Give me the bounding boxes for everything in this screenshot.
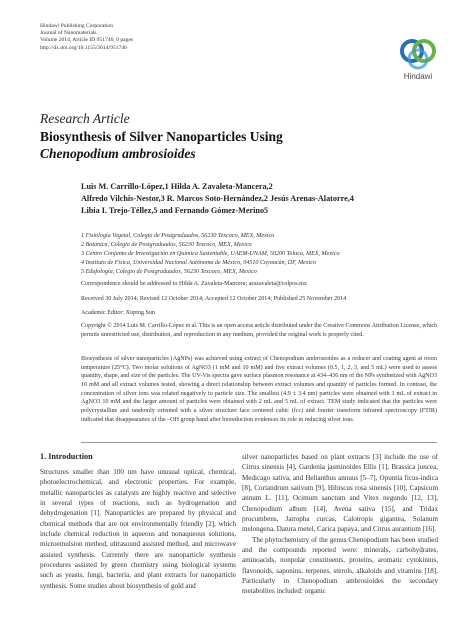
author-list [81,181,421,218]
article-title [40,128,283,162]
journal-line: Journal of Nanomaterials [40,30,97,37]
section-heading-introduction: 1. Introduction [40,452,93,461]
hindawi-logo-icon [398,37,438,71]
copyright-notice: Copyright © 2014 Luis M. Carrillo-López et al. This is an open access article distributed under the Creative Commons Attribution License, which permits unrestricted use, distribution, and reproduction in any medium, provided the original work is properly cited. [81,323,438,338]
author-line-3: Libia I. Trejo-Téllez,5 and Fernando Gómez-Merino5 [81,206,269,216]
publication-dates: Received 30 July 2014; Revised 12 October 2014; Accepted 12 October 2014; Published 25 November 2014 [81,296,347,302]
logo-wordmark: Hindawi [403,72,433,81]
affiliation-item: 1 Fisiología Vegetal, Colegio de Postgraduados, 56230 Texcoco, MEX, Mexico [81,233,275,239]
abstract-text: Biosynthesis of silver nanoparticles (AgNPs) was achieved using extract of Chenopodium ambrosioides as a reducer and coating agent at room temperature (25°C). Two molar solutions of AgNO3 (1 mM and 10 mM) and five extract volumes (0.5, 1, 2, 3, and 5 mL) were used to assess quantity, shape, and size of the particles. The UV-Vis spectra gave surface plasmon resonance at 434–436 nm of the NPs synthetized with AgNO3 10 mM and all extract volumes tested, showing a direct relationship between extract volumes and quantity of particles formed. In contrast, the concentration of silver ions was related negatively to particle size. The smallest (4.9 ± 3.4 nm) particles were obtained with 1 mL of extract in AgNO3 10 mM and the larger amount of particles were obtained with 2 mL and 5 mL of extract. TEM study indicated that the particles were polycrystalline and randomly oriented with a silver structure face centered cubic (fcc) and fourier transform infrared spectroscopy (FTIR) indicated that disappearance of the –OH group band after bioreduction evidences its role in reducing silver ions. [81,356,437,423]
author-line-1: Luis M. Carrillo-López,1 Hilda A. Zavaleta-Mancera,2 [81,182,273,191]
affiliation-item: 2 Botánica, Colegio de Postgraduados, 56230 Texcoco, MEX, Mexico [81,242,252,248]
hindawi-logo[interactable] [390,37,446,81]
affiliation-item: 3 Centro Conjunto de Investigación en Química Sustentable, UAEM-UNAM, 50200 Toluca, MEX, Mexico [81,251,340,257]
abstract-divider [81,442,437,443]
academic-editor: Academic Editor: Xuping Sun [81,310,155,316]
publisher-line: Hindawi Publishing Corporation [40,23,114,29]
intro-paragraph: Structures smaller than 100 nm have unusual optical, chemical, photoelectrochemical, and electronic properties. For example, metallic nanoparticles as catalysts are highly reactive and selective in several types of reactions, such as hydrogenation and dehydrogenation [1]. Nanoparticles are prepared by physical and chemical methods that are not environmentally friendly [2], which include chemical reduction in aqueous and nonaqueous solutions, microemulsion method, ultrasound assisted method, and microwave assisted synthesis. Currently there are nanoparticle synthesis procedures assisted by green chemistry using biological systems such as yeasts, fungi, bacteria, and plant extracts for nanoparticle synthesis. Some studies about biosynthesis of gold and [40,468,236,590]
volume-line: Volume 2014, Article ID 951746, 9 pages [40,37,134,44]
journal-header [40,23,133,52]
article-type: Research Article [40,111,130,126]
title-line-2: Chenopodium ambrosioides [40,146,196,161]
doi-link[interactable]: http://dx.doi.org/10.1155/2014/951746 [40,44,127,51]
title-line-1: Biosynthesis of Silver Nanoparticles Using [40,129,283,144]
correspondence-note: Correspondence should be addressed to Hilda A. Zavaleta-Mancera; arazavaleta@colpos.mx [81,281,307,287]
affiliation-item: 4 Instituto de Física, Universidad Nacional Autónoma de México, 04510 Coyoacán, DF, Mexico [81,260,317,266]
author-line-2: Alfredo Vilchis-Nestor,3 R. Marcos Soto-Hernández,2 Jesús Arenas-Alatorre,4 [81,194,354,204]
intro-column-left [40,467,236,591]
affiliation-list [81,232,441,277]
affiliation-item: 5 Edafología, Colegio de Postgraduados, 56230 Texcoco, MEX, Mexico [81,269,257,275]
intro-paragraph: The phytochemistry of the genus Chenopodium has been studied and the compounds reported were: minerals, carbohydrates, aminoacids, nonpolar constituents, proteins, aromatic cytokinins, flavonoids, saponins, terpenes, sterols, alkaloids and vitamins [18]. Particularly in Chenopodium ambrosioides the secondary metabolites included: organic [242,535,438,596]
intro-column-right [242,452,438,597]
intro-paragraph: silver nanoparticles based on plant extracts [3] include the use of Citrus sinensis [4], Gardenia jasminoides Ellis [1], Brassica juncea, Medicago sativa, and Helianthus annuus [5–7], Opuntia ficus-indica [8], Coriandrum sativum [9], Hibiscus rosa sinensis [10], Capsicum annum L. [11], Ocimum sanctum and Vitex negundo [12, 13], Chenopodium album [14], Avena sativa [15], and Tridax procumbens, Jatropha curcas, Calotropis gigantea, Solanum melongena, Datura metel, Carica papaya, and Citrus aurantium [16]. [242,453,438,534]
